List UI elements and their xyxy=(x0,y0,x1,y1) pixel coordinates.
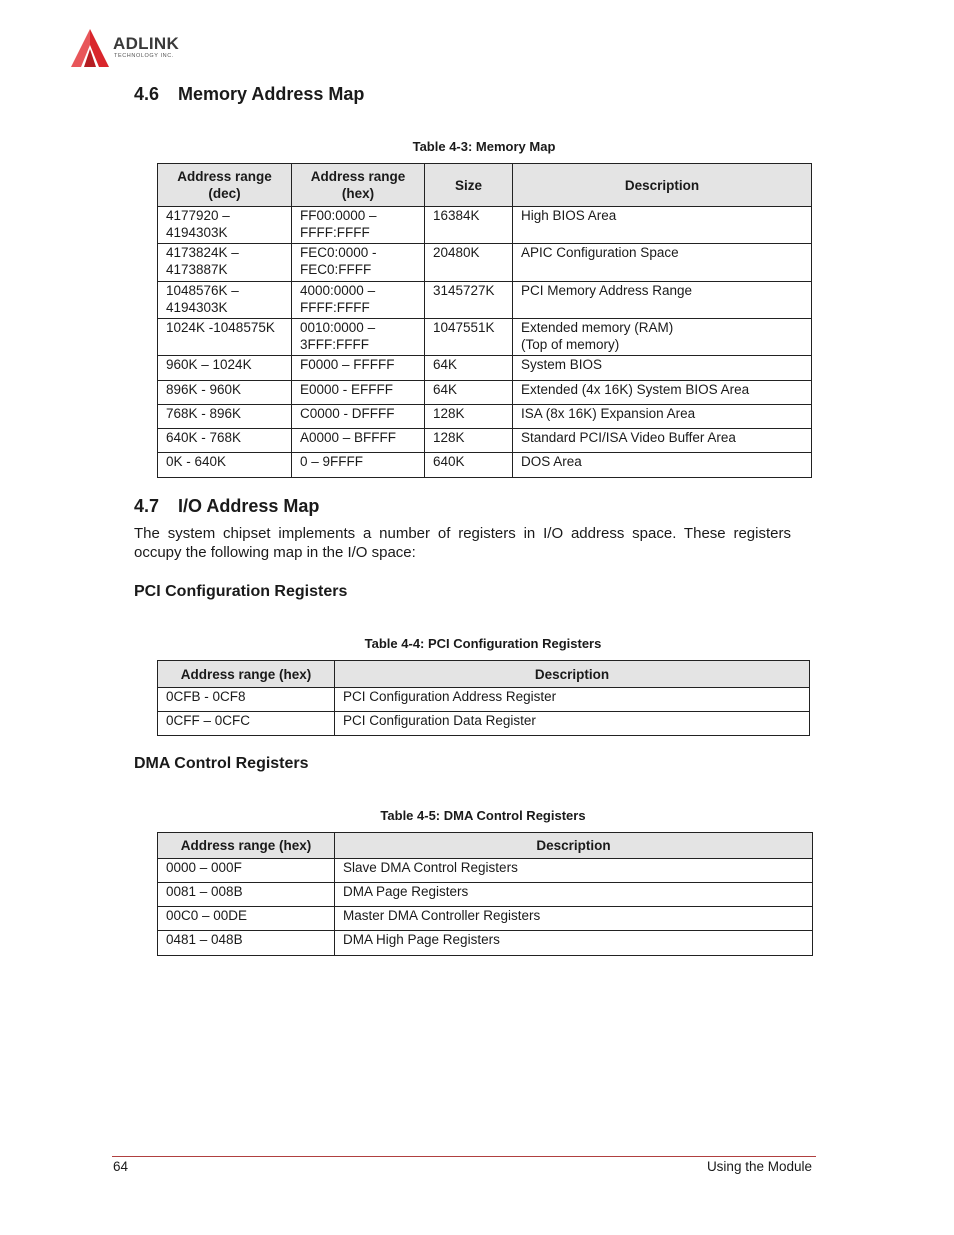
table-row xyxy=(158,319,812,356)
table-cell: 960K – 1024K xyxy=(158,356,292,381)
table-cell: E0000 - EFFFF xyxy=(292,381,425,405)
table-row xyxy=(158,429,812,453)
table-cell: Master DMA Controller Registers xyxy=(335,907,813,931)
table-cell: PCI Configuration Address Register xyxy=(335,688,810,712)
logo-brand-name: ADLINK xyxy=(113,34,180,53)
table-cell: 64K xyxy=(425,356,513,381)
table-cell: 0010:0000 – 3FFF:FFFF xyxy=(292,319,425,356)
column-header: Address range (hex) xyxy=(292,164,425,207)
table-row xyxy=(158,931,813,956)
table-cell: 128K xyxy=(425,429,513,453)
section-title: Memory Address Map xyxy=(178,84,365,104)
section-number: 4.7 xyxy=(134,496,160,516)
table-cell: ISA (8x 16K) Expansion Area xyxy=(513,405,812,429)
dma-subheading: DMA Control Registers xyxy=(134,755,309,772)
table-cell: DMA High Page Registers xyxy=(335,931,813,956)
table-cell: 0CFB - 0CF8 xyxy=(158,688,335,712)
pci-table-caption: Table 4-4: PCI Configuration Registers xyxy=(364,636,602,651)
section-number: 4.6 xyxy=(134,84,160,104)
table-cell: APIC Configuration Space xyxy=(513,244,812,282)
table-cell: Standard PCI/ISA Video Buffer Area xyxy=(513,429,812,453)
table-row xyxy=(158,453,812,478)
table-cell: PCI Configuration Data Register xyxy=(335,712,810,736)
table-header-row xyxy=(158,164,812,207)
pci-config-table xyxy=(157,660,810,736)
logo-tagline: TECHNOLOGY INC. xyxy=(114,53,174,59)
table-cell: 640K - 768K xyxy=(158,429,292,453)
section-heading-memory xyxy=(134,84,364,105)
table-cell: 1024K -1048575K xyxy=(158,319,292,356)
column-header: Address range (hex) xyxy=(158,661,335,688)
table-cell: 640K xyxy=(425,453,513,478)
table-cell: 0 – 9FFFF xyxy=(292,453,425,478)
table-row xyxy=(158,381,812,405)
table-row xyxy=(158,244,812,282)
table-cell: 0481 – 048B xyxy=(158,931,335,956)
table-header-row xyxy=(158,833,813,859)
column-header: Size xyxy=(425,164,513,207)
table-cell: System BIOS xyxy=(513,356,812,381)
table-row xyxy=(158,883,813,907)
table-cell: Extended (4x 16K) System BIOS Area xyxy=(513,381,812,405)
table-header-row xyxy=(158,661,810,688)
footer-chapter: Using the Module xyxy=(706,1159,812,1174)
table-row xyxy=(158,405,812,429)
table-cell: FEC0:0000 - FEC0:FFFF xyxy=(292,244,425,282)
table-cell: 0081 – 008B xyxy=(158,883,335,907)
column-header: Address range (hex) xyxy=(158,833,335,859)
table-cell: 00C0 – 00DE xyxy=(158,907,335,931)
adlink-logo xyxy=(69,27,209,71)
table-row xyxy=(158,207,812,244)
footer-page-number: 64 xyxy=(113,1159,129,1174)
column-header: Description xyxy=(513,164,812,207)
pci-subheading: PCI Configuration Registers xyxy=(134,583,348,600)
table-row xyxy=(158,859,813,883)
memory-map-table xyxy=(157,163,812,478)
table-cell: 1048576K – 4194303K xyxy=(158,282,292,319)
memory-table-caption: Table 4-3: Memory Map xyxy=(412,139,556,154)
table-cell: 4173824K – 4173887K xyxy=(158,244,292,282)
footer-divider xyxy=(112,1156,816,1157)
table-cell: 20480K xyxy=(425,244,513,282)
table-cell: F0000 – FFFFF xyxy=(292,356,425,381)
column-header: Description xyxy=(335,661,810,688)
column-header: Description xyxy=(335,833,813,859)
table-cell: 4000:0000 – FFFF:FFFF xyxy=(292,282,425,319)
table-row xyxy=(158,688,810,712)
table-cell: 128K xyxy=(425,405,513,429)
section-title: I/O Address Map xyxy=(178,496,320,516)
section-heading-io xyxy=(134,496,319,517)
table-row xyxy=(158,282,812,319)
table-cell: High BIOS Area xyxy=(513,207,812,244)
table-cell: 16384K xyxy=(425,207,513,244)
dma-control-table xyxy=(157,832,813,956)
column-header: Address range (dec) xyxy=(158,164,292,207)
table-row xyxy=(158,712,810,736)
table-cell: 1047551K xyxy=(425,319,513,356)
table-cell: 3145727K xyxy=(425,282,513,319)
table-cell: 0CFF – 0CFC xyxy=(158,712,335,736)
table-cell: 0K - 640K xyxy=(158,453,292,478)
dma-table-caption: Table 4-5: DMA Control Registers xyxy=(380,808,586,823)
table-cell: 896K - 960K xyxy=(158,381,292,405)
table-cell: DMA Page Registers xyxy=(335,883,813,907)
table-cell: 64K xyxy=(425,381,513,405)
table-cell: 4177920 – 4194303K xyxy=(158,207,292,244)
table-cell: Slave DMA Control Registers xyxy=(335,859,813,883)
table-cell: PCI Memory Address Range xyxy=(513,282,812,319)
table-cell: 768K - 896K xyxy=(158,405,292,429)
table-cell: Extended memory (RAM) (Top of memory) xyxy=(513,319,812,356)
adlink-triangle-icon xyxy=(69,27,111,69)
table-cell: A0000 – BFFFF xyxy=(292,429,425,453)
table-row xyxy=(158,907,813,931)
table-cell: DOS Area xyxy=(513,453,812,478)
table-cell: 0000 – 000F xyxy=(158,859,335,883)
io-paragraph: The system chipset implements a number of registers in I/O address space. These registers occupy the following map in the I/O space: xyxy=(134,525,791,561)
table-cell: FF00:0000 – FFFF:FFFF xyxy=(292,207,425,244)
table-cell: C0000 - DFFFF xyxy=(292,405,425,429)
table-row xyxy=(158,356,812,381)
